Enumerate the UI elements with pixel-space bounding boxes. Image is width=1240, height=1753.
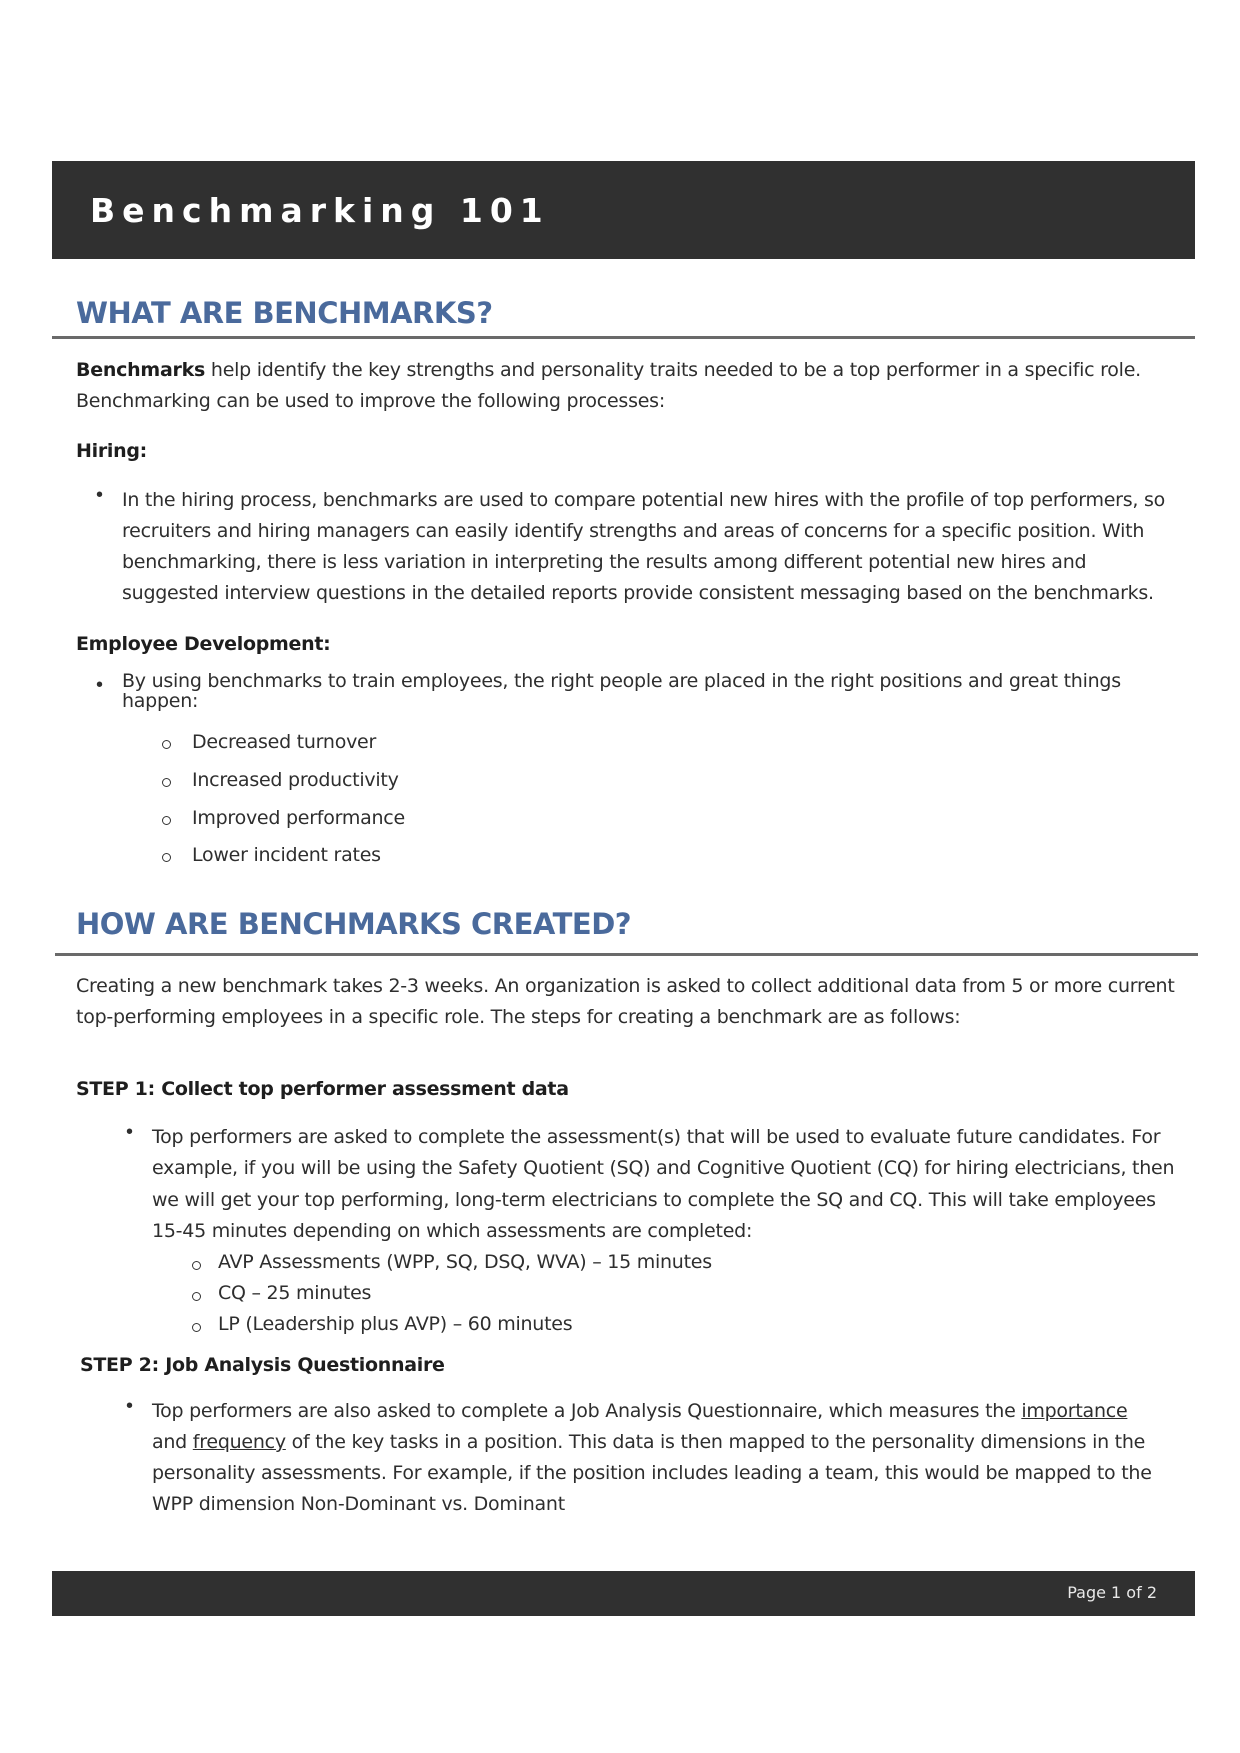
- step1-label: STEP 1: Collect top performer assessment data: [76, 1078, 569, 1100]
- title-bar: [52, 161, 1195, 259]
- document-title: Benchmarking 101: [90, 191, 550, 230]
- development-item: Improved performance: [192, 807, 405, 829]
- step2-line-4: WPP dimension Non-Dominant vs. Dominant: [152, 1493, 565, 1515]
- step2-line-2: [152, 1427, 1145, 1458]
- circle-bullet-icon: [192, 1261, 201, 1270]
- page-number: Page 1 of 2: [1067, 1583, 1157, 1602]
- circle-bullet-icon: [162, 778, 171, 787]
- assessment-item: AVP Assessments (WPP, SQ, DSQ, WVA) – 15 minutes: [218, 1251, 712, 1273]
- bullet-icon: •: [126, 1121, 134, 1143]
- underlined-term-importance: importance: [1021, 1400, 1128, 1422]
- assessment-item: CQ – 25 minutes: [218, 1282, 372, 1304]
- development-item: Decreased turnover: [192, 731, 377, 753]
- underlined-term-frequency: frequency: [192, 1431, 286, 1453]
- step1-line-3: we will get your top performing, long-term electricians to complete the SQ and CQ. This will take employees: [152, 1189, 1156, 1211]
- hiring-line-2: recruiters and hiring managers can easily identify strengths and areas of concerns for a specific position. With: [122, 520, 1145, 542]
- development-item: Increased productivity: [192, 769, 399, 791]
- circle-bullet-icon: [192, 1323, 201, 1332]
- bullet-icon: •: [96, 484, 104, 506]
- section-divider: [52, 336, 1195, 339]
- circle-bullet-icon: [162, 740, 171, 749]
- hiring-line-4: suggested interview questions in the detailed reports provide consistent messaging based on the benchmarks.: [122, 582, 1154, 604]
- footer-bar: [52, 1571, 1195, 1616]
- step1-line-4: 15-45 minutes depending on which assessments are completed:: [152, 1220, 753, 1242]
- hiring-label: Hiring:: [76, 440, 147, 462]
- bullet-icon: •: [126, 1395, 134, 1417]
- development-label: Employee Development:: [76, 633, 331, 655]
- step2-label: STEP 2: Job Analysis Questionnaire: [80, 1354, 445, 1376]
- assessment-item: LP (Leadership plus AVP) – 60 minutes: [218, 1313, 573, 1335]
- step2-line1-text: Top performers are also asked to complete a Job Analysis Questionnaire, which measures the: [152, 1400, 1022, 1422]
- section-divider: [55, 953, 1198, 956]
- circle-bullet-icon: [192, 1292, 201, 1301]
- section-heading-what: WHAT ARE BENCHMARKS?: [76, 296, 493, 330]
- intro-line1-text: help identify the key strengths and personality traits needed to be a top performer in a specific role.: [205, 359, 1141, 381]
- intro-paragraph-line2: Benchmarking can be used to improve the following processes:: [76, 390, 665, 412]
- step2-line-1: [152, 1396, 1127, 1427]
- development-item: Lower incident rates: [192, 844, 381, 866]
- hiring-line-3: benchmarking, there is less variation in interpreting the results among different potential new hires and: [122, 551, 1087, 573]
- circle-bullet-icon: [162, 816, 171, 825]
- how-intro-line-1: Creating a new benchmark takes 2-3 weeks. An organization is asked to collect additional data from 5 or more current: [76, 975, 1175, 997]
- step1-line-1: Top performers are asked to complete the assessment(s) that will be used to evaluate future candidates. For: [152, 1126, 1161, 1148]
- circle-bullet-icon: [162, 853, 171, 862]
- section-heading-how: HOW ARE BENCHMARKS CREATED?: [76, 907, 632, 941]
- development-line-1: By using benchmarks to train employees, the right people are placed in the right positions and great things: [122, 670, 1121, 692]
- intro-paragraph-line1: [76, 355, 1141, 386]
- step2-line2-post: of the key tasks in a position. This data is then mapped to the personality dimensions in the: [285, 1431, 1146, 1453]
- step2-line-3: personality assessments. For example, if the position includes leading a team, this would be mapped to the: [152, 1462, 1152, 1484]
- development-line-2: happen:: [122, 690, 199, 712]
- step2-line2-pre: and: [152, 1431, 193, 1453]
- step1-line-2: example, if you will be using the Safety Quotient (SQ) and Cognitive Quotient (CQ) for hiring electricians, then: [152, 1157, 1175, 1179]
- how-intro-line-2: top-performing employees in a specific role. The steps for creating a benchmark are as follows:: [76, 1006, 961, 1028]
- bullet-icon: •: [96, 674, 104, 696]
- intro-bold-term: Benchmarks: [76, 359, 206, 381]
- hiring-line-1: In the hiring process, benchmarks are used to compare potential new hires with the profile of top performers, so: [122, 489, 1165, 511]
